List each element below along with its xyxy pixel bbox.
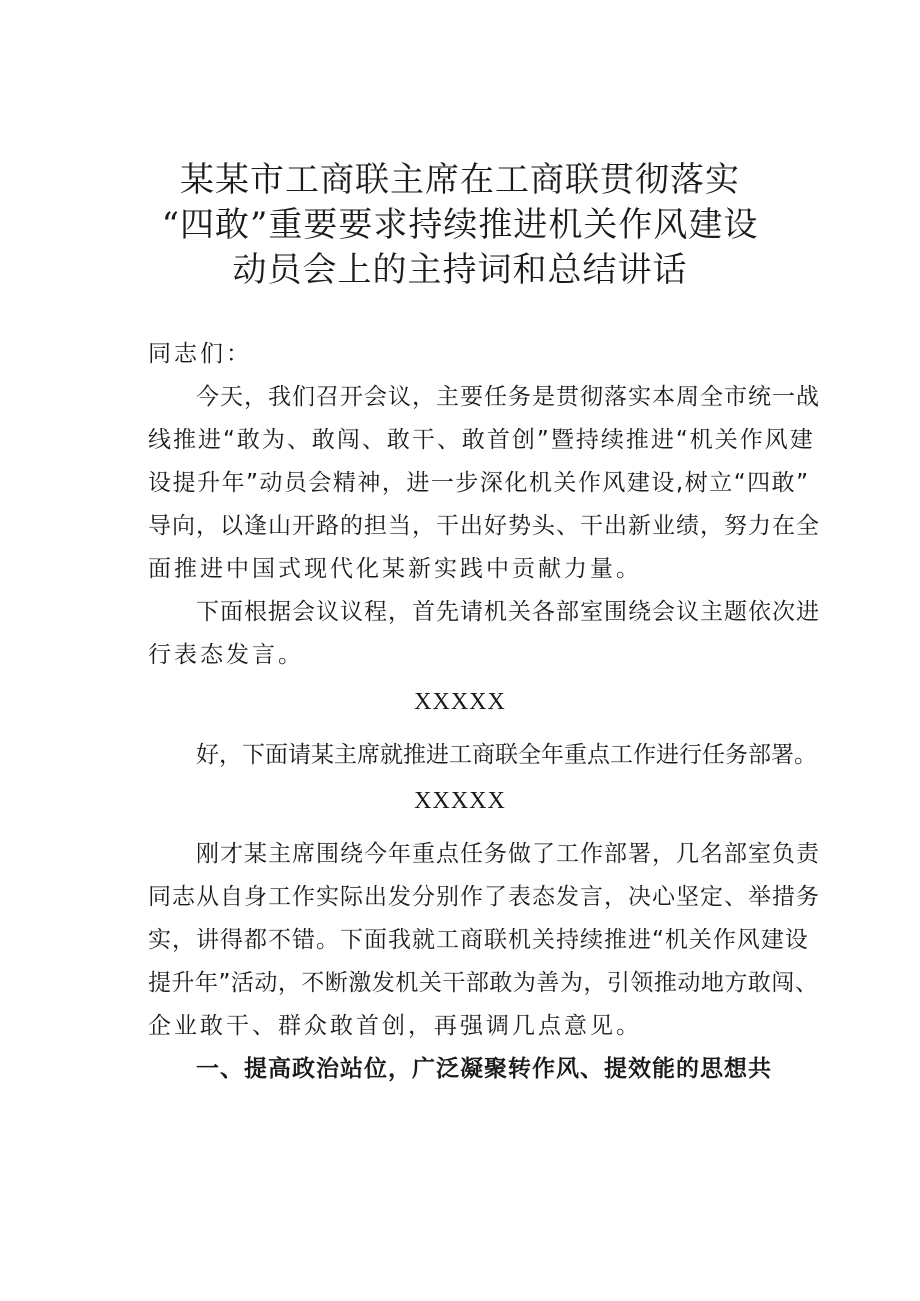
placeholder-speaker-1: XXXXX — [414, 689, 506, 715]
section-heading-1: 一、提高政治站位，广泛凝聚转作风、提效能的思想共 — [196, 1056, 772, 1082]
placeholder-speaker-2: XXXXX — [414, 788, 506, 814]
paragraph-1-line-3: 设提升年”动员会精神，进一步深化机关作风建设,树立“四敢” — [148, 470, 810, 496]
paragraph-2-line-2: 行表态发言。 — [148, 642, 304, 668]
document-title-line-2: “四敢”重要要求持续推进机关作风建设 — [161, 205, 759, 245]
paragraph-4-line-3: 实，讲得都不错。下面我就工商联机关持续推进“机关作风建设 — [148, 927, 809, 953]
paragraph-2-line-1: 下面根据会议议程，首先请机关各部室围绕会议主题依次进 — [196, 599, 820, 625]
paragraph-1-line-2: 线推进“敢为、敢闯、敢干、敢首创”暨持续推进“机关作风建 — [148, 427, 815, 453]
salutation: 同志们： — [148, 341, 252, 367]
paragraph-3: 好，下面请某主席就推进工商联全年重点工作进行任务部署。 — [196, 742, 817, 768]
paragraph-4-line-1: 刚才某主席围绕今年重点任务做了工作部署，几名部室负责 — [196, 841, 820, 867]
paragraph-1-line-5: 面推进中国式现代化某新实践中贡献力量。 — [148, 556, 642, 582]
document-title-line-3: 动员会上的主持词和总结讲话 — [232, 250, 688, 290]
paragraph-1-line-1: 今天，我们召开会议，主要任务是贯彻落实本周全市统一战 — [196, 384, 820, 410]
paragraph-1-line-4: 导向，以逢山开路的担当，干出好势头、干出新业绩，努力在全 — [148, 513, 820, 539]
document-title-line-1: 某某市工商联主席在工商联贯彻落实 — [180, 160, 740, 200]
paragraph-4-line-4: 提升年”活动，不断激发机关干部敢为善为，引领推动地方敢闯、 — [148, 970, 819, 996]
paragraph-4-line-2: 同志从自身工作实际出发分别作了表态发言，决心坚定、举措务 — [148, 884, 820, 910]
paragraph-4-line-5: 企业敢干、群众敢首创，再强调几点意见。 — [148, 1013, 642, 1039]
